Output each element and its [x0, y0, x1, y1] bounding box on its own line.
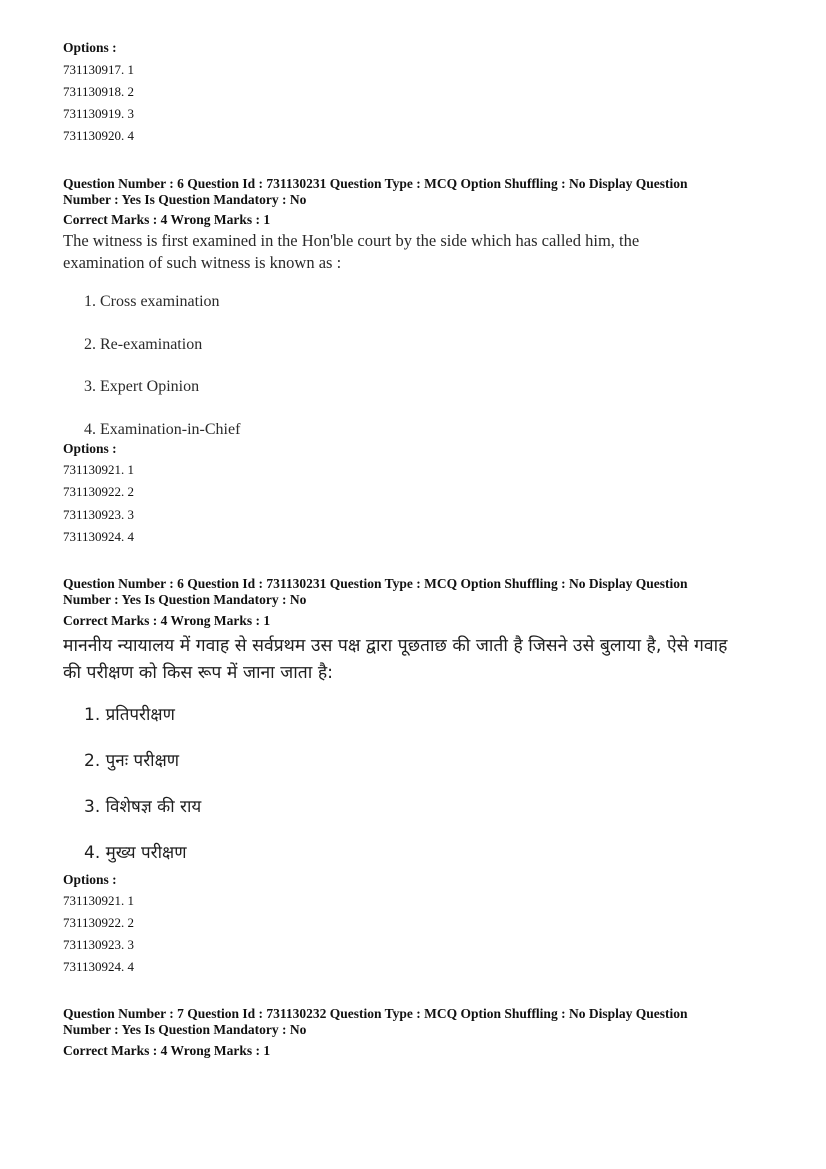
option-item: 731130923. 3: [63, 937, 135, 952]
option-item: 731130923. 3: [63, 507, 135, 522]
answer-choice-3: 3. Expert Opinion: [84, 378, 200, 395]
question-meta-line2: Number : Yes Is Question Mandatory : No: [63, 592, 307, 607]
answer-choice-1: 1. Cross examination: [84, 293, 220, 310]
question-text-line1: The witness is first examined in the Hon'ble court by the side which has called him, the: [63, 231, 640, 250]
question-marks: Correct Marks : 4 Wrong Marks : 1: [63, 613, 271, 628]
option-item: 731130921. 1: [63, 462, 135, 477]
question-meta-line1: Question Number : 7 Question Id : 731130232 Question Type : MCQ Option Shuffling : No Display Question: [63, 1006, 688, 1021]
option-item: 731130924. 4: [63, 959, 135, 974]
options-label: Options :: [63, 872, 117, 887]
option-item: 731130922. 2: [63, 484, 135, 499]
answer-choice-3: 3. विशेषज्ञ की राय: [84, 797, 202, 817]
option-item: 731130920. 4: [63, 128, 135, 143]
option-item: 731130924. 4: [63, 529, 135, 544]
option-item: 731130918. 2: [63, 84, 135, 99]
options-label: Options :: [63, 441, 117, 456]
question-meta-line1: Question Number : 6 Question Id : 731130231 Question Type : MCQ Option Shuffling : No Display Question: [63, 576, 688, 591]
question-meta-line1: Question Number : 6 Question Id : 731130231 Question Type : MCQ Option Shuffling : No Display Question: [63, 176, 688, 191]
question-text-line1: माननीय न्यायालय में गवाह से सर्वप्रथम उस पक्ष द्वारा पूछताछ की जाती है जिसने उसे बुलाया है, ऐसे गवाह: [63, 636, 728, 656]
answer-choice-1: 1. प्रतिपरीक्षण: [84, 705, 175, 725]
question-text-line2: examination of such witness is known as :: [63, 253, 342, 272]
answer-choice-4: 4. Examination-in-Chief: [84, 421, 241, 438]
question-text-line2: की परीक्षण को किस रूप में जाना जाता है:: [63, 663, 334, 683]
option-item: 731130917. 1: [63, 62, 135, 77]
question-marks: Correct Marks : 4 Wrong Marks : 1: [63, 212, 271, 227]
question-meta-line2: Number : Yes Is Question Mandatory : No: [63, 192, 307, 207]
option-item: 731130919. 3: [63, 106, 135, 121]
question-marks: Correct Marks : 4 Wrong Marks : 1: [63, 1043, 271, 1058]
question-meta-line2: Number : Yes Is Question Mandatory : No: [63, 1022, 307, 1037]
answer-choice-2: 2. पुनः परीक्षण: [84, 751, 180, 771]
answer-choice-2: 2. Re-examination: [84, 336, 203, 353]
options-label: Options :: [63, 40, 117, 55]
option-item: 731130921. 1: [63, 893, 135, 908]
answer-choice-4: 4. मुख्य परीक्षण: [84, 843, 187, 863]
option-item: 731130922. 2: [63, 915, 135, 930]
